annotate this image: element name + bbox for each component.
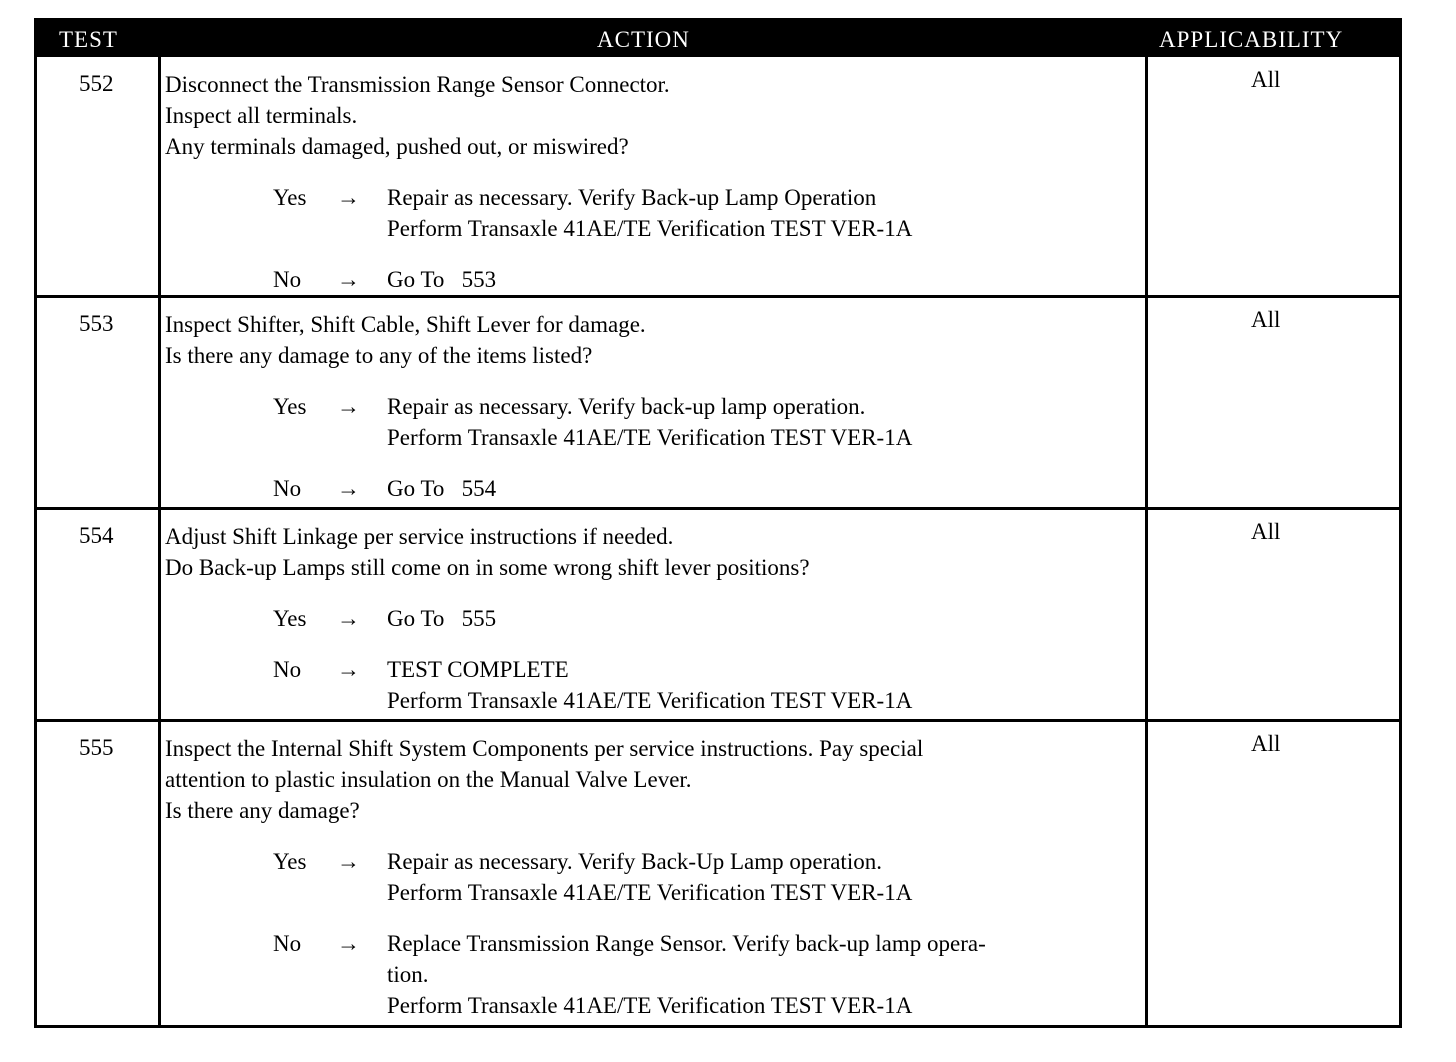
table-row — [37, 297, 1399, 509]
result-line: Perform Transaxle 41AE/TE Verification TEST VER-1A — [387, 688, 913, 713]
question-line: Inspect Shifter, Shift Cable, Shift Lever for damage. — [165, 312, 646, 337]
yes-label: Yes — [273, 394, 307, 419]
table-header — [37, 21, 1399, 57]
yes-branch — [165, 846, 1150, 908]
arrow-icon: → — [337, 476, 360, 501]
row-divider — [37, 295, 1399, 298]
question-line: Is there any damage? — [165, 798, 360, 823]
test-number: 554 — [79, 523, 114, 548]
yes-branch — [165, 182, 1150, 244]
yes-label: Yes — [273, 606, 307, 631]
header-applicability: APPLICABILITY — [1159, 27, 1344, 52]
no-branch — [165, 654, 1150, 716]
yes-label: Yes — [273, 185, 307, 210]
action-cell — [165, 521, 1150, 716]
question-line: Inspect the Internal Shift System Components per service instructions. Pay special — [165, 736, 924, 761]
no-branch — [165, 264, 1150, 295]
question-line: attention to plastic insulation on the Manual Valve Lever. — [165, 767, 692, 792]
result-line: Perform Transaxle 41AE/TE Verification TEST VER-1A — [387, 216, 913, 241]
result-line: Perform Transaxle 41AE/TE Verification TEST VER-1A — [387, 880, 913, 905]
question-line: Inspect all terminals. — [165, 103, 358, 128]
no-result — [387, 264, 1150, 295]
arrow-icon: → — [337, 394, 360, 419]
no-label: No — [273, 476, 302, 501]
question-line: Do Back-up Lamps still come on in some wrong shift lever positions? — [165, 555, 810, 580]
applicability-value: All — [1251, 731, 1281, 756]
arrow-icon: → — [337, 849, 360, 874]
question-line: Is there any damage to any of the items listed? — [165, 343, 593, 368]
arrow-icon: → — [337, 606, 360, 631]
yes-result — [387, 846, 1150, 908]
arrow-icon: → — [337, 185, 360, 210]
arrow-icon: → — [337, 267, 360, 292]
result-line: Repair as necessary. Verify Back-Up Lamp operation. — [387, 849, 882, 874]
table-row — [37, 57, 1399, 297]
action-question — [165, 733, 1150, 826]
row-divider — [37, 507, 1399, 510]
action-cell — [165, 733, 1150, 1021]
yes-branch — [165, 391, 1150, 453]
yes-label: Yes — [273, 849, 307, 874]
result-line: Repair as necessary. Verify back-up lamp operation. — [387, 394, 866, 419]
yes-result — [387, 182, 1150, 244]
result-line: Perform Transaxle 41AE/TE Verification TEST VER-1A — [387, 425, 913, 450]
no-branch — [165, 473, 1150, 504]
no-result — [387, 928, 1150, 1021]
test-number: 555 — [79, 735, 114, 760]
no-label: No — [273, 657, 302, 682]
arrow-icon: → — [337, 657, 360, 682]
no-label: No — [273, 931, 302, 956]
result-line: Repair as necessary. Verify Back-up Lamp Operation — [387, 185, 877, 210]
applicability-value: All — [1251, 67, 1281, 92]
result-line: Replace Transmission Range Sensor. Verify back-up lamp opera- — [387, 931, 986, 956]
action-cell — [165, 69, 1150, 295]
header-test: TEST — [59, 27, 118, 52]
no-result — [387, 473, 1150, 504]
row-divider — [37, 719, 1399, 722]
result-line: Go To 555 — [387, 606, 497, 631]
no-branch — [165, 928, 1150, 1021]
table-row — [37, 721, 1399, 1025]
action-cell — [165, 309, 1150, 504]
action-question — [165, 521, 1150, 583]
yes-result — [387, 391, 1150, 453]
result-line: TEST COMPLETE — [387, 657, 569, 682]
arrow-icon: → — [337, 931, 360, 956]
no-label: No — [273, 267, 302, 292]
result-line: Perform Transaxle 41AE/TE Verification TEST VER-1A — [387, 993, 913, 1018]
question-line: Any terminals damaged, pushed out, or miswired? — [165, 134, 629, 159]
question-line: Adjust Shift Linkage per service instructions if needed. — [165, 524, 674, 549]
yes-result — [387, 603, 1150, 634]
header-action: ACTION — [597, 27, 690, 52]
table-row — [37, 509, 1399, 721]
action-question — [165, 69, 1150, 162]
yes-branch — [165, 603, 1150, 634]
result-line: tion. — [387, 962, 429, 987]
action-question — [165, 309, 1150, 371]
result-line: Go To 554 — [387, 476, 497, 501]
test-number: 553 — [79, 311, 114, 336]
applicability-value: All — [1251, 519, 1281, 544]
diagnostic-table — [34, 18, 1402, 1028]
applicability-value: All — [1251, 307, 1281, 332]
result-line: Go To 553 — [387, 267, 497, 292]
no-result — [387, 654, 1150, 716]
question-line: Disconnect the Transmission Range Sensor Connector. — [165, 72, 670, 97]
test-number: 552 — [79, 71, 114, 96]
